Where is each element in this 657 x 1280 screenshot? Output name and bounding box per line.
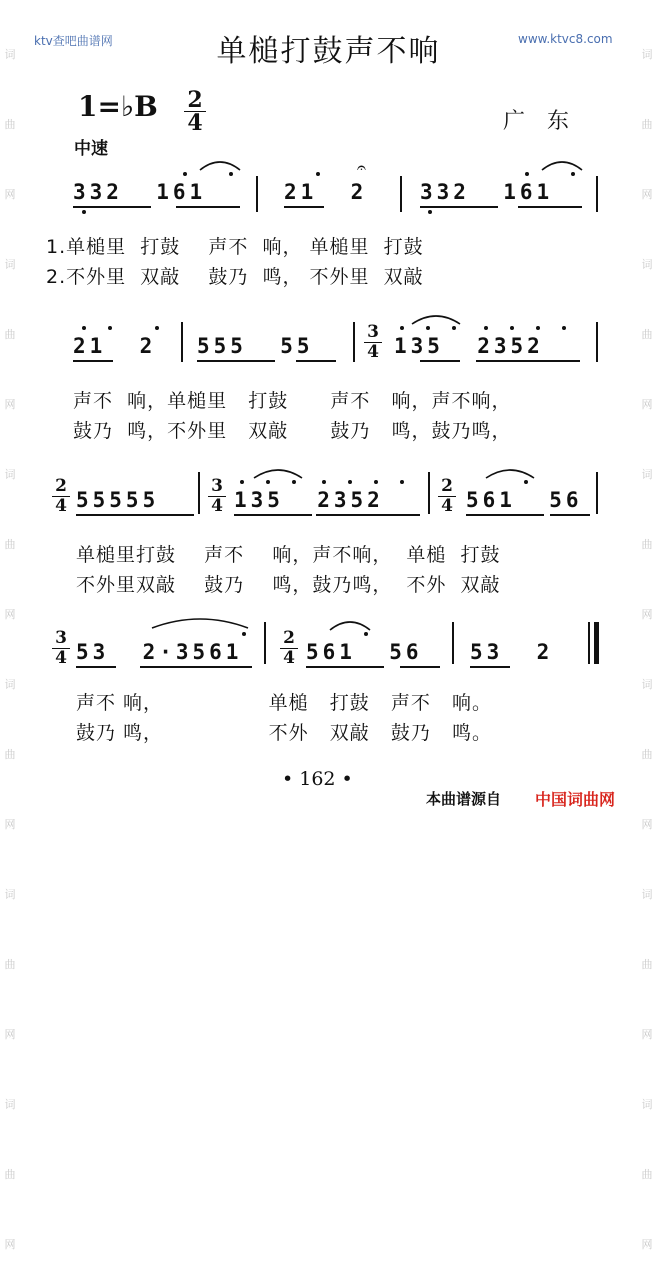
site-watermark-right: www.ktvc8.com [518, 32, 613, 46]
lyric-s1-verse1: 1.单槌里 打鼓 声不 响， 单槌里 打鼓 [46, 236, 424, 258]
source-label: 本曲谱源自 [426, 790, 502, 808]
notes-s4-m3: 53 2 [470, 640, 554, 664]
notes-s3-m2: 135 2352 [234, 488, 384, 512]
slur [252, 466, 304, 480]
composer-region: 广东 [503, 109, 592, 134]
high-octave-dot [374, 480, 378, 484]
high-octave-dot [322, 480, 326, 484]
lyric-s3-verse2: 不外里双敲 鼓乃 鸣，鼓乃鸣， 不外 双敲 [76, 574, 501, 596]
notes-s3-m3: 561 56 [466, 488, 583, 512]
lyric-s2-verse2: 鼓乃 鸣，不外里 双敲 鼓乃 鸣，鼓乃鸣， [73, 420, 512, 442]
notes-s2-m1: 21 2 [73, 334, 157, 358]
beam [550, 514, 590, 516]
high-octave-dot [400, 326, 404, 330]
time-signature: 2 4 [280, 630, 298, 667]
side-watermark-right: 词 曲 网 词 曲 网 词 曲 网 词 曲 网 词 曲 网 词 曲 网 [641, 48, 653, 1251]
final-barline-thick [594, 622, 599, 664]
slur [328, 618, 372, 632]
time-signature: 2 4 [52, 478, 70, 515]
beam [296, 360, 336, 362]
lyric-s4-verse2: 鼓乃 鸣， 不外 双敲 鼓乃 鸣。 [76, 722, 492, 744]
slur [484, 466, 536, 480]
high-octave-dot [229, 172, 233, 176]
high-octave-dot [484, 326, 488, 330]
beam [197, 360, 275, 362]
slur [410, 312, 462, 326]
lyric-s1-verse2: 2.不外里 双敲 鼓乃 鸣， 不外里 双敲 [46, 266, 424, 288]
beam [284, 206, 324, 208]
barline [353, 322, 355, 362]
time-signature: 3 4 [52, 630, 70, 667]
high-octave-dot [266, 480, 270, 484]
high-octave-dot [316, 172, 320, 176]
high-octave-dot [510, 326, 514, 330]
high-octave-dot [562, 326, 566, 330]
barline [256, 176, 258, 212]
fermata: 𝄐 [357, 158, 366, 177]
high-octave-dot [82, 326, 86, 330]
beam [176, 206, 240, 208]
page-number: • 162 • [282, 768, 353, 790]
site-watermark-left: ktv查吧曲谱网 [34, 34, 113, 48]
notes-s1-m3: 332 161 [420, 180, 554, 204]
barline [181, 322, 183, 362]
lyric-s2-verse1: 声不 响，单槌里 打鼓 声不 响，声不响， [73, 390, 512, 412]
high-octave-dot [524, 480, 528, 484]
side-watermark-left: 词 曲 网 词 曲 网 词 曲 网 词 曲 网 词 曲 网 词 曲 网 [4, 48, 16, 1251]
notes-s4-m2: 561 56 [306, 640, 423, 664]
time-signature: 2 4 [438, 478, 456, 515]
high-octave-dot [525, 172, 529, 176]
notes-s2-m3: 135 2352 [394, 334, 544, 358]
high-octave-dot [292, 480, 296, 484]
high-octave-dot [242, 632, 246, 636]
slur [198, 158, 242, 172]
low-octave-dot [428, 210, 432, 214]
brand-link[interactable]: 中国词曲网 [535, 790, 616, 809]
high-octave-dot [348, 480, 352, 484]
notes-s1-m2: 21 2 [284, 180, 368, 204]
tempo-marking: 中速 [74, 139, 108, 159]
notes-s4-m1: 53 2·3561 [76, 640, 243, 664]
time-signature-main: 2 4 [184, 90, 206, 133]
time-signature: 3 4 [208, 478, 226, 515]
beam [420, 206, 498, 208]
barline [198, 472, 200, 514]
barline [452, 622, 454, 664]
beam [76, 666, 116, 668]
notes-s3-m1: 55555 [76, 488, 160, 512]
slur [540, 158, 584, 172]
beam [140, 666, 252, 668]
notes-s1-m1: 332 161 [73, 180, 207, 204]
barline [428, 472, 430, 514]
barline [264, 622, 266, 664]
beam [518, 206, 582, 208]
beam [316, 514, 420, 516]
barline [596, 176, 598, 212]
high-octave-dot [108, 326, 112, 330]
beam [420, 360, 460, 362]
barline [400, 176, 402, 212]
high-octave-dot [183, 172, 187, 176]
high-octave-dot [452, 326, 456, 330]
beam [470, 666, 510, 668]
high-octave-dot [400, 480, 404, 484]
time-signature: 3 4 [364, 324, 382, 361]
low-octave-dot [82, 210, 86, 214]
high-octave-dot [536, 326, 540, 330]
barline [596, 322, 598, 362]
high-octave-dot [571, 172, 575, 176]
final-barline-thin [588, 622, 590, 664]
high-octave-dot [155, 326, 159, 330]
beam [234, 514, 312, 516]
slur [150, 614, 250, 630]
lyric-s3-verse1: 单槌里打鼓 声不 响，声不响， 单槌 打鼓 [76, 544, 501, 566]
key-signature: 1=♭B [78, 90, 158, 123]
beam [466, 514, 544, 516]
barline [596, 472, 598, 514]
song-title: 单槌打鼓声不响 [216, 34, 441, 69]
high-octave-dot [240, 480, 244, 484]
beam [306, 666, 384, 668]
beam [476, 360, 580, 362]
beam [76, 514, 194, 516]
beam [400, 666, 440, 668]
high-octave-dot [426, 326, 430, 330]
beam [73, 206, 151, 208]
lyric-s4-verse1: 声不 响， 单槌 打鼓 声不 响。 [76, 692, 492, 714]
high-octave-dot [364, 632, 368, 636]
beam [73, 360, 113, 362]
notes-s2-m2: 555 55 [197, 334, 314, 358]
